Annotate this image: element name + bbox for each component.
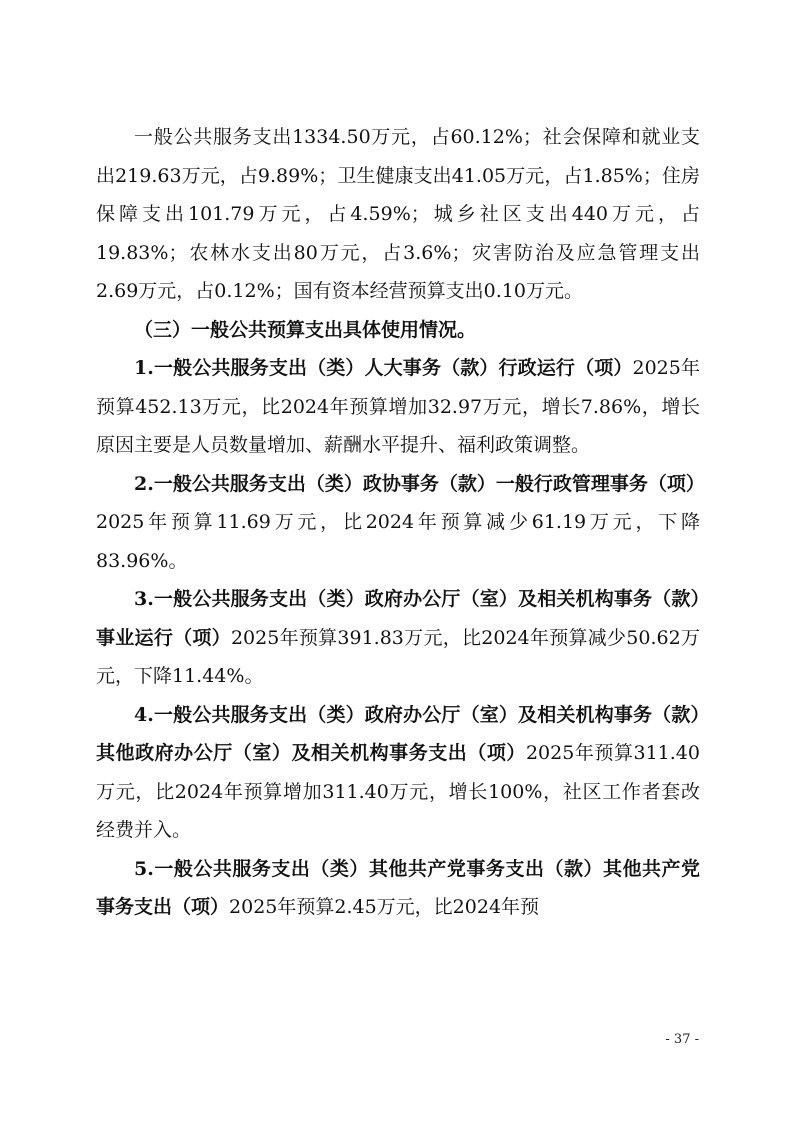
- document-body: [96, 118, 705, 927]
- item-4-paragraph: [96, 696, 700, 850]
- item-4-lead: 4.一般公共服务支出（类）政府办公厅（室）及相关机构事务（款）其他政府办公厅（室）及相关机构事务支出（项）: [96, 703, 700, 764]
- item-3-paragraph: [96, 580, 700, 696]
- item-1-paragraph: [96, 349, 700, 465]
- item-3-body: 2025年预算391.83万元，比2024年预算减少50.62万元，下降11.44%。: [96, 626, 700, 687]
- item-1-lead: 1.一般公共服务支出（类）人大事务（款）行政运行（项）: [134, 357, 633, 379]
- item-5-paragraph: [96, 850, 700, 927]
- intro-paragraph: 一般公共服务支出1334.50万元，占60.12%；社会保障和就业支出219.63万元，占9.89%；卫生健康支出41.05万元，占1.85%；住房保障支出101.79万元，占4.59%；城乡社区支出440万元，占19.83%；农林水支出80万元，占3.6%；灾害防治及应急管理支出2.69万元，占0.12%；国有资本经营预算支出0.10万元。: [96, 126, 700, 302]
- item-1-body: 2025年预算452.13万元，比2024年预算增加32.97万元，增长7.86%，增长原因主要是人员数量增加、薪酬水平提升、福利政策调整。: [96, 357, 700, 456]
- item-2-lead: 2.一般公共服务支出（类）政协事务（款）一般行政管理事务（项）: [134, 472, 705, 495]
- item-5-lead: 5.一般公共服务支出（类）其他共产党事务支出（款）其他共产党事务支出（项）: [96, 857, 700, 918]
- item-5-body: 2025年预算2.45万元，比2024年预: [229, 896, 540, 918]
- section-heading: （三）一般公共预算支出具体使用情况。: [134, 318, 477, 341]
- item-2-paragraph: [96, 465, 705, 581]
- item-4-body: 2025年预算311.40万元，比2024年预算增加311.40万元，增长100%，社区工作者套改经费并入。: [96, 742, 700, 841]
- item-2-body: 2025年预算11.69万元，比2024年预算减少61.19万元，下降83.96%。: [96, 511, 700, 572]
- item-3-lead: 3.一般公共服务支出（类）政府办公厅（室）及相关机构事务（款）事业运行（项）: [96, 588, 700, 649]
- page-number: - 37 -: [665, 1032, 699, 1047]
